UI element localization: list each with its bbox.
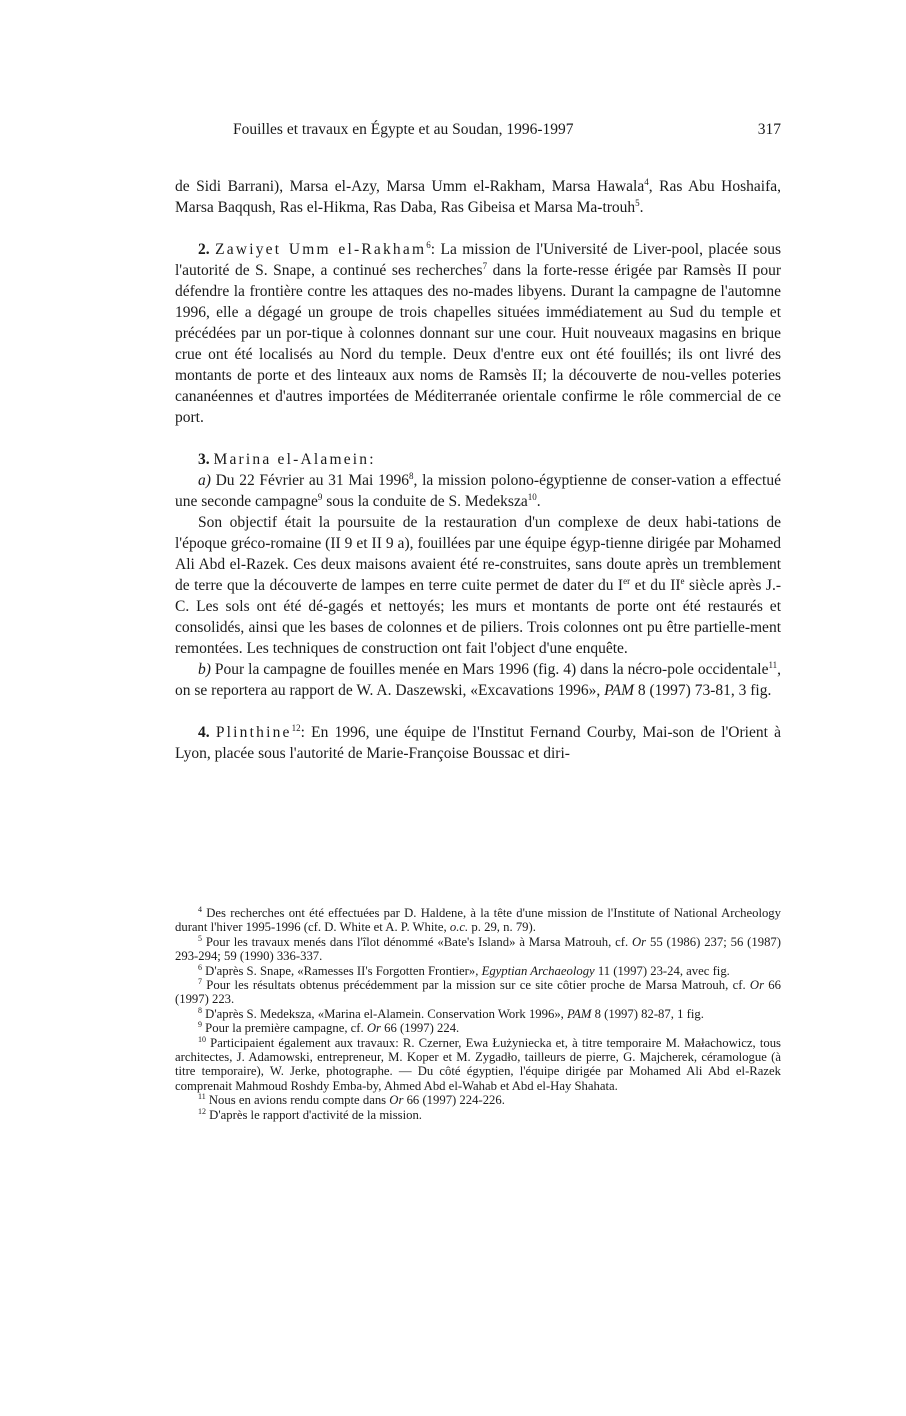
section-3a-paragraph bbox=[175, 470, 781, 512]
text-run: , on se reportera au rapport de W. A. Daszewski, «Excavations 1996», bbox=[175, 661, 781, 699]
section-4-paragraph bbox=[175, 722, 781, 764]
footnote-ref[interactable]: 11 bbox=[768, 659, 778, 670]
footnote-ref[interactable]: 6 bbox=[426, 239, 431, 250]
text-run: de Sidi Barrani), Marsa el-Azy, Marsa Umm el-Rakham, Marsa Hawala bbox=[175, 178, 645, 195]
footnote-11 bbox=[175, 1093, 781, 1107]
footnote-ref[interactable]: 9 bbox=[317, 491, 323, 502]
section-3-restoration-paragraph bbox=[175, 512, 781, 659]
footnote-ref[interactable]: 5 bbox=[635, 197, 640, 208]
footnote-10 bbox=[175, 1036, 781, 1094]
citation-italic: Egyptian Archaeology bbox=[481, 963, 595, 978]
item-label: a) bbox=[198, 472, 211, 489]
text-run: sous la conduite de S. Medeksza bbox=[322, 493, 528, 510]
footnote-number: 11 bbox=[198, 1092, 206, 1102]
text-run: Pour la première campagne, cf. bbox=[202, 1021, 367, 1036]
footnote-ref[interactable]: 10 bbox=[527, 491, 537, 502]
footnote-number: 8 bbox=[198, 1005, 202, 1015]
text-run: : bbox=[369, 451, 374, 468]
text-run: D'après S. Medeksza, «Marina el-Alamein. Conservation Work 1996», bbox=[202, 1006, 568, 1021]
footnote-number: 6 bbox=[198, 962, 202, 972]
ordinal-sup: e bbox=[680, 575, 685, 586]
section-3b-paragraph bbox=[175, 659, 781, 701]
text-run: 8 (1997) 82-87, 1 fig. bbox=[591, 1006, 704, 1021]
text-run: Du 22 Février au 31 Mai 1996 bbox=[210, 472, 410, 489]
text-run: : En 1996, une équipe de l'Institut Fernand Courby, Mai-son de l'Orient à Lyon, placée sous l'autorité de Marie-Françoise Boussac et diri- bbox=[175, 724, 781, 762]
citation-italic: Or bbox=[749, 978, 765, 993]
text-run: dans la forte-resse érigée par Ramsès II pour défendre la frontière contre les attaques des no-mades libyens. Durant la campagne de l'automne 1996, elle a dégagé un groupe de trois chapelles situées immédiatement au Sud du temple et précédées par un por-tique à colonnes donnant sur une cour. Huit nouveaux magasins en brique crue ont été localisés au Nord du temple. Deux d'entre eux ont été fouillés; ils ont livré des montants de porte et des linteaux aux noms de Ramsès II; la découverte de nou-velles poteries cananéennes et d'autres importées de Méditerranée orientale confirme le rôle commercial de ce port. bbox=[175, 262, 781, 426]
citation-italic: Or bbox=[366, 1021, 381, 1036]
footnote-5 bbox=[175, 935, 781, 964]
citation-italic: PAM bbox=[567, 1006, 592, 1021]
section-number: 2. bbox=[198, 241, 210, 258]
main-text bbox=[175, 176, 781, 764]
text-run: : La mission de l'Université de Liver-pool, placée sous l'autorité de S. Snape, a continué ses recherches bbox=[175, 241, 781, 279]
citation-italic: o.c. bbox=[449, 920, 469, 935]
footnote-number: 4 bbox=[198, 904, 202, 914]
section-number: 4. bbox=[198, 724, 210, 741]
footnote-8 bbox=[175, 1007, 781, 1021]
footnote-number: 10 bbox=[198, 1034, 206, 1044]
footnote-ref[interactable]: 7 bbox=[482, 260, 488, 271]
text-run: Participaient également aux travaux: R. Czerner, Ewa Łużyniecka et, à titre temporaire M. Małachowicz, tous architectes, J. Adamowski, entrepreneur, M. Koper et M. Zygadło, tailleurs de pierre, G. Majcherek, céramologue (à titre temporaire), W. Jerke, photographe. — Du côté égyptien, l'équipe dirigée par Mohamed Ali Abd el-Razek comprenait Mahmoud Roshdy Emba-by, Ahmed Abd el-Wahab et Abd el-Hay Shahata. bbox=[175, 1035, 781, 1093]
footnote-number: 12 bbox=[198, 1106, 206, 1116]
text-run: et du II bbox=[630, 577, 681, 594]
text-run: , Ras Abu Hoshaifa, Marsa Baqqush, Ras el-Hikma, Ras Daba, Ras Gibeisa et Marsa Ma-trouh bbox=[175, 178, 781, 216]
paragraph-intro bbox=[175, 176, 781, 218]
citation-italic: Or bbox=[389, 1093, 404, 1108]
footnote-number: 7 bbox=[198, 976, 202, 986]
text-run: 66 (1997) 224-226. bbox=[403, 1093, 505, 1108]
site-name: Plinthine bbox=[215, 724, 292, 741]
text-run: 66 (1997) 223. bbox=[175, 978, 781, 1007]
footnote-7 bbox=[175, 978, 781, 1007]
text-run: , la mission polono-égyptienne de conser-vation a effectué une seconde campagne bbox=[175, 472, 781, 510]
footnote-6 bbox=[175, 964, 781, 978]
text-run: 11 (1997) 23-24, avec fig. bbox=[594, 963, 730, 978]
running-title: Fouilles et travaux en Égypte et au Soudan, 1996-1997 bbox=[233, 121, 574, 138]
footnote-9 bbox=[175, 1021, 781, 1035]
footnotes bbox=[175, 906, 781, 1122]
text-run: Des recherches ont été effectuées par D. Haldene, à la tête d'une mission de l'Institute of National Archeology durant l'hiver 1995-1996 (cf. D. White et A. P. White, bbox=[175, 906, 781, 935]
text-run: 8 (1997) 73-81, 3 fig. bbox=[634, 682, 772, 699]
site-name: Zawiyet Umm el-Rakham bbox=[215, 241, 427, 258]
footnote-number: 9 bbox=[198, 1020, 202, 1030]
footnote-12 bbox=[175, 1108, 781, 1122]
site-name: Marina el-Alamein bbox=[213, 451, 370, 468]
text-run: Son objectif était la poursuite de la restauration d'un complexe de deux habi-tations de l'époque gréco-romaine (II 9 et II 9 a), fouillées par une équipe égyp-tienne dirigée par Mohamed Ali Abd el-Razek. Ces deux maisons avaient été re-construites, sans doute après un tremblement de terre que la découverte de lampes en terre cuite permet de dater du I bbox=[175, 514, 781, 594]
citation-italic: Or bbox=[632, 934, 647, 949]
footnote-ref[interactable]: 8 bbox=[409, 470, 414, 481]
footnote-ref[interactable]: 12 bbox=[291, 722, 301, 733]
ordinal-sup: er bbox=[623, 575, 631, 586]
text-run: 55 (1986) 237; 56 (1987) 293-294; 59 (1990) 336-337. bbox=[175, 934, 781, 964]
section-3-heading bbox=[175, 449, 781, 470]
text-run: D'après S. Snape, «Ramesses II's Forgotten Frontier», bbox=[202, 963, 482, 978]
item-label: b) bbox=[198, 661, 211, 678]
text-run: . bbox=[536, 493, 541, 510]
section-2-paragraph bbox=[175, 239, 781, 428]
text-run: p. 29, n. 79). bbox=[468, 920, 536, 935]
text-run: siècle après J.-C. Les sols ont été dé-gagés et nettoyés; les murs et montants de porte ont été restaurés et consolidés, ainsi que les bases de colonnes et de piliers. Trois colonnes ont pu être partielle-ment remontées. Les techniques de construction ont fait l'object d'une enquête. bbox=[175, 577, 781, 657]
journal-title: PAM bbox=[604, 682, 635, 699]
text-run: D'après le rapport d'activité de la mission. bbox=[206, 1107, 422, 1122]
footnote-number: 5 bbox=[198, 933, 202, 943]
text-run: Pour les résultats obtenus précédemment par la mission sur ce site côtier proche de Marsa Matrouh, cf. bbox=[202, 978, 750, 993]
text-run: 66 (1997) 224. bbox=[380, 1021, 460, 1036]
text-run: Pour la campagne de fouilles menée en Mars 1996 (fig. 4) dans la nécro-pole occidentale bbox=[210, 661, 769, 678]
page-number: 317 bbox=[757, 121, 781, 138]
text-run: Pour les travaux menés dans l'îlot dénommé «Bate's Island» à Marsa Matrouh, cf. bbox=[202, 934, 632, 949]
text-run: Nous en avions rendu compte dans bbox=[205, 1093, 390, 1108]
footnote-ref[interactable]: 4 bbox=[644, 176, 649, 187]
section-number: 3. bbox=[198, 451, 210, 468]
footnote-4 bbox=[175, 906, 781, 935]
text-run: . bbox=[639, 199, 644, 216]
